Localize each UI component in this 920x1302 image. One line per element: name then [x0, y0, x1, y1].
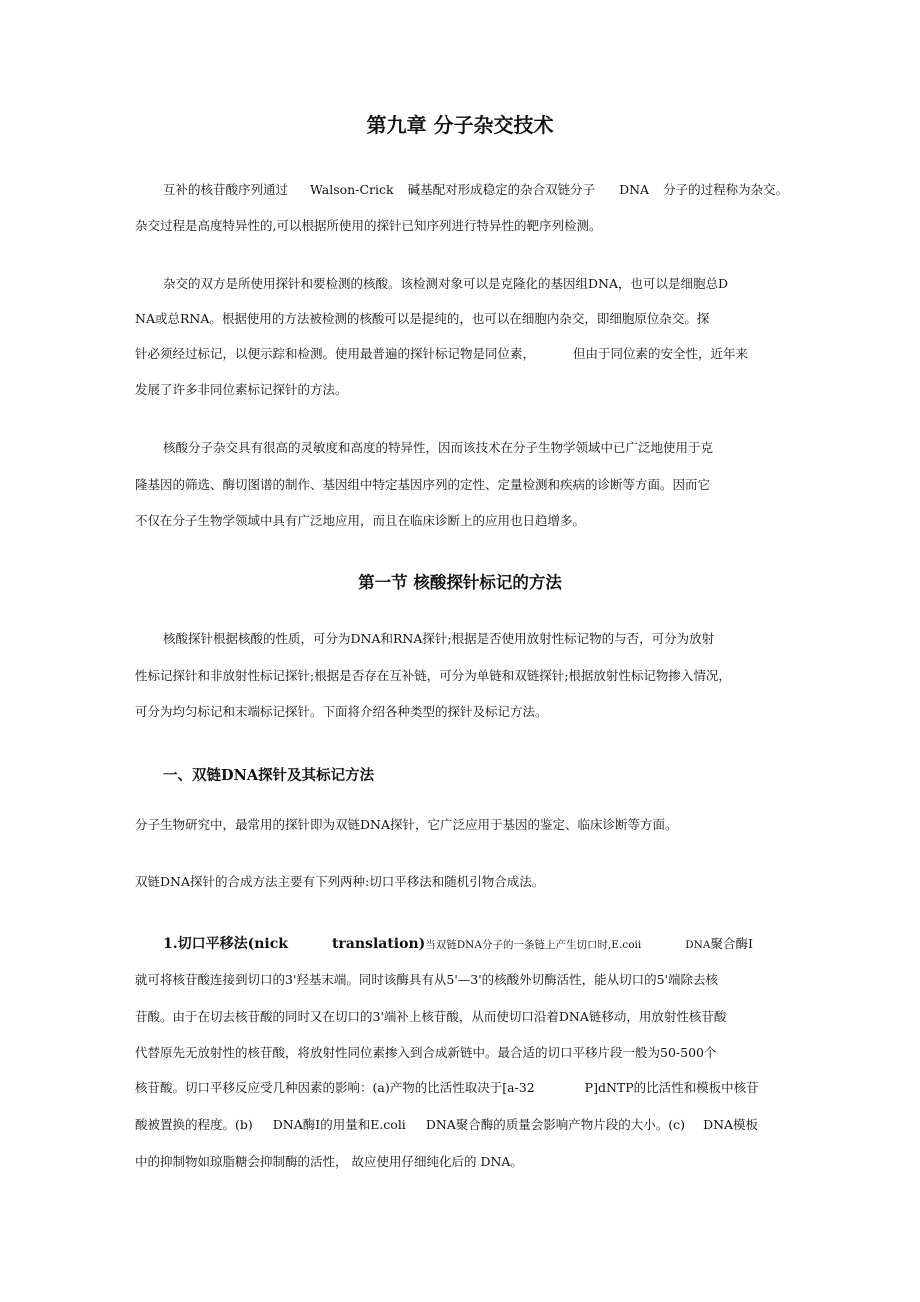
section-title: 第一节 核酸探针标记的方法 [358, 573, 562, 592]
chapter-title: 第九章 分子杂交技术 [366, 113, 554, 137]
intro-p2-line4: 发展了许多非同位素标记探针的方法。 [135, 382, 348, 397]
text-span: 核苷酸。切口平移反应受几种因素的影响：(a)产物的比活性取决于[a-32 [135, 1080, 535, 1095]
text-span: DNA酶I的用量和E.coli [272, 1117, 406, 1132]
text-span: 酸被置换的程度。(b) [135, 1117, 253, 1132]
text-span: 但由于同位素的安全性，近年来 [573, 346, 749, 361]
text-span: DNA [685, 939, 711, 951]
text-span: 分子的过程称为杂交。 [663, 182, 789, 197]
nick-line7: 中的抑制物如琼脂糖会抑制酶的活性， 故应使用仔细纯化后的 DNA。 [135, 1154, 523, 1169]
nick-line3: 苷酸。由于在切去核苷酸的同时又在切口的3'端补上核苷酸，从而使切口沿着DNA链移动，用放射性核苷酸 [135, 1009, 727, 1024]
nick-line5 [135, 1082, 759, 1095]
text-span: DNA模板 [703, 1117, 759, 1132]
text-span: Walson-Crick [310, 182, 394, 197]
intro-p3-line2: 隆基因的筛选、酶切图谱的制作、基因组中特定基因序列的定性、定量检测和疾病的诊断等方面。因而它 [135, 477, 711, 492]
text-span: DNA [456, 939, 482, 951]
intro-p2-line2: NA或总RNA。根据使用的方法被检测的核酸可以是提纯的，也可以在细胞内杂交，即细胞原位杂交。探 [135, 311, 710, 326]
nick-line4: 代替原先无放射性的核苷酸，将放射性同位素掺入到合成新链中。最合适的切口平移片段一般为50-500个 [135, 1045, 717, 1060]
text-span: 碱基配对形成稳定的杂合双链分子 [407, 182, 596, 197]
text-span: 互补的核苷酸序列通过 [163, 182, 289, 197]
sub-paragraph-1: 分子生物研究中，最常用的探针即为双链DNA探针，它广泛应用于基因的鉴定、临床诊断等方面。 [135, 817, 678, 832]
text-span: 分子的一条链上产生切口时,E.coii [481, 939, 642, 951]
section-p-line3: 可分为均匀标记和末端标记探针。下面将介绍各种类型的探针及标记方法。 [135, 704, 548, 719]
intro-p1-line2: 杂交过程是高度特异性的,可以根据所使用的探针已知序列进行特异性的靶序列检测。 [135, 218, 602, 233]
text-span: DNA [619, 182, 650, 197]
intro-p3-line1: 核酸分子杂交具有很高的灵敏度和高度的特异性，因而该技术在分子生物学领域中已广泛地使用于克 [163, 440, 714, 455]
intro-p1-line1 [163, 184, 788, 197]
subsection-title: 一、双链DNA探针及其标记方法 [163, 767, 375, 784]
text-span: 针必须经过标记，以便示踪和检测。使用最普遍的探针标记物是同位素， [135, 346, 536, 361]
text-span: P]dNTP的比活性和模板中核苷 [584, 1080, 759, 1095]
section-p-line1: 核酸探针根据核酸的性质，可分为DNA和RNA探针;根据是否使用放射性标记物的与否，可分为放射 [163, 631, 715, 646]
text-span: DNA聚合酶的质量会影响产物片段的大小。(c) [425, 1117, 686, 1132]
sub-paragraph-2: 双链DNA探针的合成方法主要有下列两种:切口平移法和随机引物合成法。 [135, 874, 545, 889]
section-p-line2: 性标记探针和非放射性标记探针;根据是否存在互补链，可分为单链和双链探针;根据放射性标记物掺入情况， [135, 668, 731, 683]
intro-p2-line1: 杂交的双方是所使用探针和要检测的核酸。该检测对象可以是克隆化的基因组DNA，也可以是细胞总D [163, 276, 729, 291]
nick-line2: 就可将核苷酸连接到切口的3'羟基末端。同时该酶具有从5'—3'的核酸外切酶活性，能从切口的5'端除去核 [135, 972, 719, 987]
text-span: 聚合酶I [710, 936, 753, 951]
intro-p3-line3: 不仅在分子生物学领域中具有广泛地应用，而且在临床诊断上的应用也日趋增多。 [135, 513, 586, 528]
nick-line1 [163, 937, 753, 951]
nick-line6 [135, 1119, 758, 1132]
nick-heading: 1.切口平移法(nick [163, 936, 288, 952]
intro-p2-line3 [135, 348, 748, 361]
nick-heading-term: translation) [331, 936, 426, 952]
text-span: 当双链 [425, 939, 457, 951]
